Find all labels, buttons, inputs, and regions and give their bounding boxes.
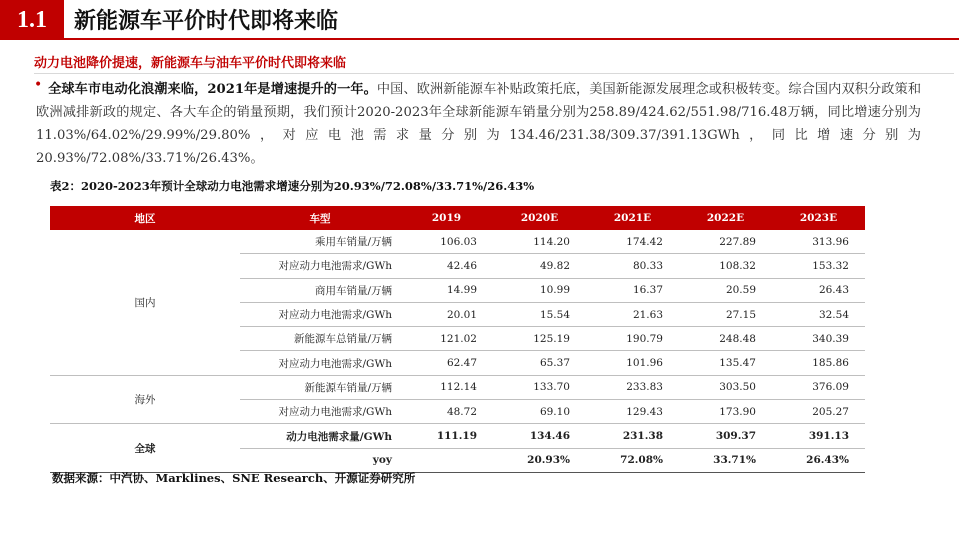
metric-cell: 商用车销量/万辆 — [240, 278, 400, 302]
paragraph-lead: 全球车市电动化浪潮来临，2021年是增速提升的一年。 — [48, 82, 377, 97]
metric-cell: 新能源车总销量/万辆 — [240, 327, 400, 351]
value-cell — [400, 448, 493, 472]
metric-cell: 对应动力电池需求/GWh — [240, 400, 400, 424]
value-cell: 16.37 — [586, 278, 679, 302]
value-cell: 106.03 — [400, 230, 493, 254]
value-cell: 303.50 — [679, 375, 772, 399]
value-cell: 33.71% — [679, 448, 772, 472]
value-cell: 26.43 — [772, 278, 865, 302]
body-paragraph — [36, 78, 921, 170]
value-cell: 248.48 — [679, 327, 772, 351]
metric-cell: yoy — [240, 448, 400, 472]
value-cell: 129.43 — [586, 400, 679, 424]
column-header: 2023E — [772, 206, 865, 230]
value-cell: 133.70 — [493, 375, 586, 399]
metric-cell: 乘用车销量/万辆 — [240, 230, 400, 254]
value-cell: 15.54 — [493, 302, 586, 326]
value-cell: 32.54 — [772, 302, 865, 326]
table-caption: 表2：2020-2023年预计全球动力电池需求增速分别为20.93%/72.08%/33.71%/26.43% — [50, 179, 535, 193]
value-cell: 101.96 — [586, 351, 679, 375]
battery-demand-table — [50, 206, 865, 473]
table-row — [50, 230, 865, 254]
value-cell: 14.99 — [400, 278, 493, 302]
column-header: 2021E — [586, 206, 679, 230]
page-title: 新能源车平价时代即将来临 — [74, 9, 339, 34]
column-header: 车型 — [240, 206, 400, 230]
table-header-row — [50, 206, 865, 230]
value-cell: 80.33 — [586, 254, 679, 278]
value-cell: 10.99 — [493, 278, 586, 302]
value-cell: 69.10 — [493, 400, 586, 424]
value-cell: 153.32 — [772, 254, 865, 278]
value-cell: 48.72 — [400, 400, 493, 424]
value-cell: 233.83 — [586, 375, 679, 399]
page-header — [0, 0, 959, 40]
column-header: 2020E — [493, 206, 586, 230]
value-cell: 391.13 — [772, 424, 865, 448]
value-cell: 21.63 — [586, 302, 679, 326]
value-cell: 121.02 — [400, 327, 493, 351]
value-cell: 62.47 — [400, 351, 493, 375]
subheading-divider — [34, 73, 954, 74]
value-cell: 27.15 — [679, 302, 772, 326]
metric-cell: 动力电池需求量/GWh — [240, 424, 400, 448]
metric-cell: 对应动力电池需求/GWh — [240, 351, 400, 375]
value-cell: 112.14 — [400, 375, 493, 399]
value-cell: 135.47 — [679, 351, 772, 375]
value-cell: 185.86 — [772, 351, 865, 375]
region-cell-global: 全球 — [50, 424, 240, 473]
column-header: 2022E — [679, 206, 772, 230]
value-cell: 174.42 — [586, 230, 679, 254]
paragraph-body: 中国、欧洲新能源车补贴政策托底，美国新能源发展理念或积极转变。综合国内双积分政策和欧洲减排新政的规定、各大车企的销量预期，我们预计2020-2023年全球新能源车销量分别为258.89/424.62/551.98/716.48万辆，同比增速分别为11.03%/64.02%/29.99%/29.80%，对应电池需求量分别为134.46/231.38/309.37/391.13GWh，同比增速分别为20.93%/72.08%/33.71%/26.43%。 — [36, 82, 922, 166]
column-header: 地区 — [50, 206, 240, 230]
value-cell: 42.46 — [400, 254, 493, 278]
value-cell: 173.90 — [679, 400, 772, 424]
column-header: 2019 — [400, 206, 493, 230]
data-source-note: 数据来源：中汽协、Marklines、SNE Research、开源证券研究所 — [52, 471, 416, 485]
section-number: 1.1 — [0, 0, 64, 40]
value-cell: 20.59 — [679, 278, 772, 302]
region-cell-overseas: 海外 — [50, 375, 240, 424]
value-cell: 20.01 — [400, 302, 493, 326]
metric-cell: 对应动力电池需求/GWh — [240, 302, 400, 326]
region-cell-domestic: 国内 — [50, 230, 240, 375]
value-cell: 313.96 — [772, 230, 865, 254]
value-cell: 111.19 — [400, 424, 493, 448]
table-row — [50, 375, 865, 399]
table-row — [50, 424, 865, 448]
value-cell: 20.93% — [493, 448, 586, 472]
value-cell: 205.27 — [772, 400, 865, 424]
value-cell: 231.38 — [586, 424, 679, 448]
value-cell: 190.79 — [586, 327, 679, 351]
value-cell: 309.37 — [679, 424, 772, 448]
metric-cell: 对应动力电池需求/GWh — [240, 254, 400, 278]
value-cell: 134.46 — [493, 424, 586, 448]
subheading: 动力电池降价提速，新能源车与油车平价时代即将来临 — [34, 56, 347, 71]
value-cell: 49.82 — [493, 254, 586, 278]
value-cell: 125.19 — [493, 327, 586, 351]
value-cell: 227.89 — [679, 230, 772, 254]
value-cell: 340.39 — [772, 327, 865, 351]
value-cell: 108.32 — [679, 254, 772, 278]
header-divider — [64, 38, 959, 40]
bullet-icon: • — [34, 77, 43, 93]
metric-cell: 新能源车销量/万辆 — [240, 375, 400, 399]
value-cell: 114.20 — [493, 230, 586, 254]
value-cell: 26.43% — [772, 448, 865, 472]
value-cell: 376.09 — [772, 375, 865, 399]
value-cell: 65.37 — [493, 351, 586, 375]
value-cell: 72.08% — [586, 448, 679, 472]
